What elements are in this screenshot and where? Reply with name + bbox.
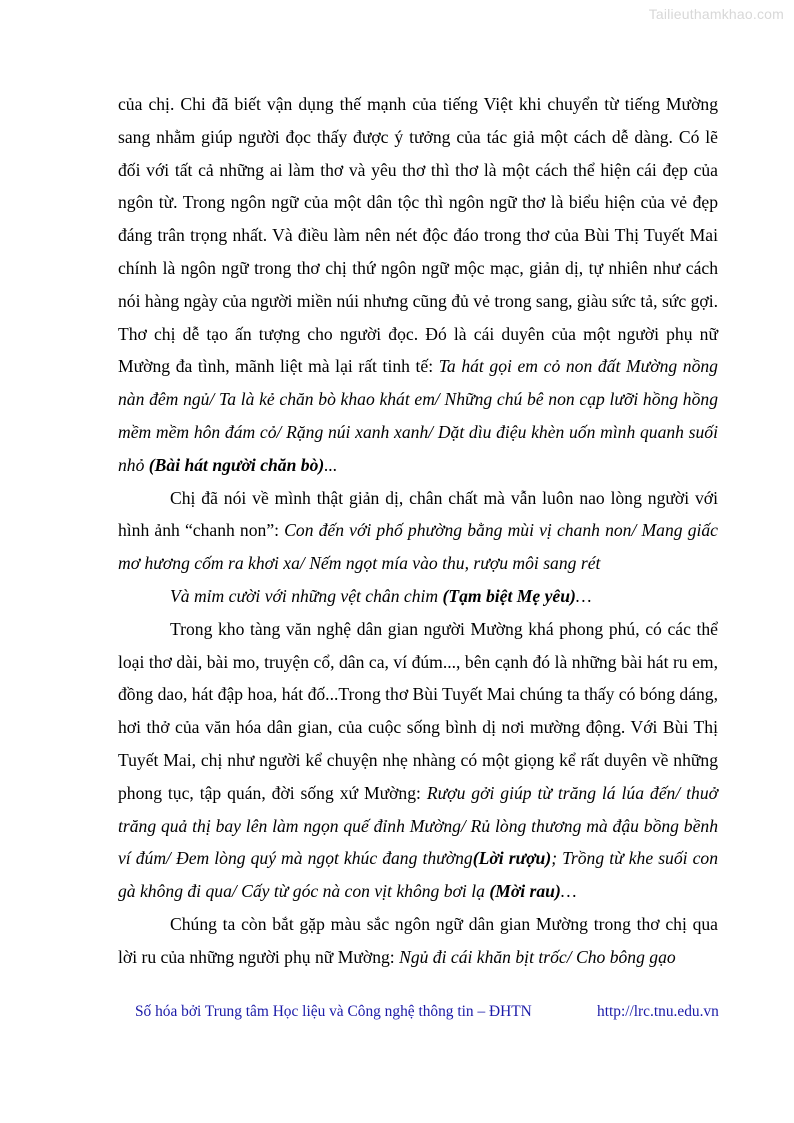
poem-quote: Ta hát gọi em cỏ non đất Mường nồng nàn đêm ngủ/ Ta là kẻ chăn bò khao khát em/ Những chú bê non cạp lưỡi hồng hồng mềm mềm hôn đám cỏ/ Rặng núi xanh xanh/ Dặt dìu điệu khèn uốn mình quanh suối nhỏ xyxy=(118,356,718,475)
document-body xyxy=(118,88,718,974)
footer-url: http://lrc.tnu.edu.vn xyxy=(597,1003,719,1020)
text-run: Chúng ta còn bắt gặp màu sắc ngôn ngữ dân gian Mường trong thơ chị qua lời ru của những người phụ nữ Mường: xyxy=(118,913,718,967)
footer-credit: Số hóa bởi Trung tâm Học liệu và Công nghệ thông tin – ĐHTN xyxy=(135,1003,532,1020)
poem-quote: … xyxy=(575,585,592,606)
text-run: Chị đã nói về mình thật giản dị, chân chất mà vẫn luôn nao lòng người với hình ảnh “chanh non”: xyxy=(118,487,718,541)
poem-quote: Rượu gởi giúp từ trăng lá lúa đến/ thuở trăng quả thị bay lên làm ngọn quế đỉnh Mường/ Rủ lòng thương mà đậu bồng bềnh ví đúm/ Đem lòng quý mà ngọt khúc đang thường xyxy=(118,782,719,869)
paragraph-2 xyxy=(118,482,718,580)
title-reference: (Lời rượu) xyxy=(472,848,552,869)
poem-quote: … xyxy=(560,881,577,902)
paragraph-3 xyxy=(118,580,718,613)
text-run: của chị. Chi đã biết vận dụng thế mạnh của tiếng Việt khi chuyển từ tiếng Mường sang nhằm giúp người đọc thấy được ý tưởng của tác giả một cách dễ dàng. Có lẽ đối với tất cả những ai làm thơ và yêu thơ thì thơ là một cách thể hiện cái đẹp của ngôn từ. Trong ngôn ngữ của một dân tộc thì ngôn ngữ thơ là biểu hiện của vẻ đẹp đáng trân trọng nhất. Và điều làm nên nét độc đáo trong thơ của Bùi Thị Tuyết Mai chính là ngôn ngữ trong thơ chị thứ ngôn ngữ mộc mạc, giản dị, tự nhiên như cách nói hàng ngày của người miền núi nhưng cũng đủ vẻ trong sang, giàu sức tả, sức gợi. Thơ chị dễ tạo ấn tượng cho người đọc. Đó là cái duyên của một người phụ nữ Mường đa tình, mãnh liệt mà lại rất tinh tế: xyxy=(118,94,718,377)
poem-quote: ... xyxy=(324,454,338,475)
poem-quote: Ngủ đi cái khăn bịt trốc/ Cho bông gạo xyxy=(399,946,676,967)
paragraph-1 xyxy=(118,88,718,482)
watermark: Tailieuthamkhao.com xyxy=(648,6,784,22)
poem-quote: Và mỉm cười với những vệt chân chim xyxy=(170,585,443,606)
title-reference: (Bài hát người chăn bò) xyxy=(148,454,325,475)
text-run: Trong kho tàng văn nghệ dân gian người Mường khá phong phú, có các thể loại thơ dài, bài mo, truyện cổ, dân ca, ví đúm..., bên cạnh đó là những bài hát ru em, đồng dao, hát đập hoa, hát đố...Trong thơ Bùi Tuyết Mai chúng ta thấy có bóng dáng, hơi thở của văn hóa dân gian, của cuộc sống bình dị nơi mường động. Với Bùi Thị Tuyết Mai, chị như người kể chuyện nhẹ nhàng có một giọng kể rất duyên về những phong tục, tập quán, đời sống xứ Mường: xyxy=(118,618,718,803)
title-reference: (Mời rau) xyxy=(489,881,561,902)
poem-quote: ; Trồng từ khe suối con gà không đi qua/ Cấy từ góc nà con vịt không bơi lạ xyxy=(118,848,718,902)
title-reference: (Tạm biệt Mẹ yêu) xyxy=(442,585,576,606)
paragraph-5 xyxy=(118,908,718,974)
paragraph-4 xyxy=(118,613,718,908)
poem-quote: Con đến với phố phường bằng mùi vị chanh non/ Mang giấc mơ hương cốm ra khơi xa/ Nếm ngọt mía vào thu, rượu môi sang rét xyxy=(118,520,718,574)
